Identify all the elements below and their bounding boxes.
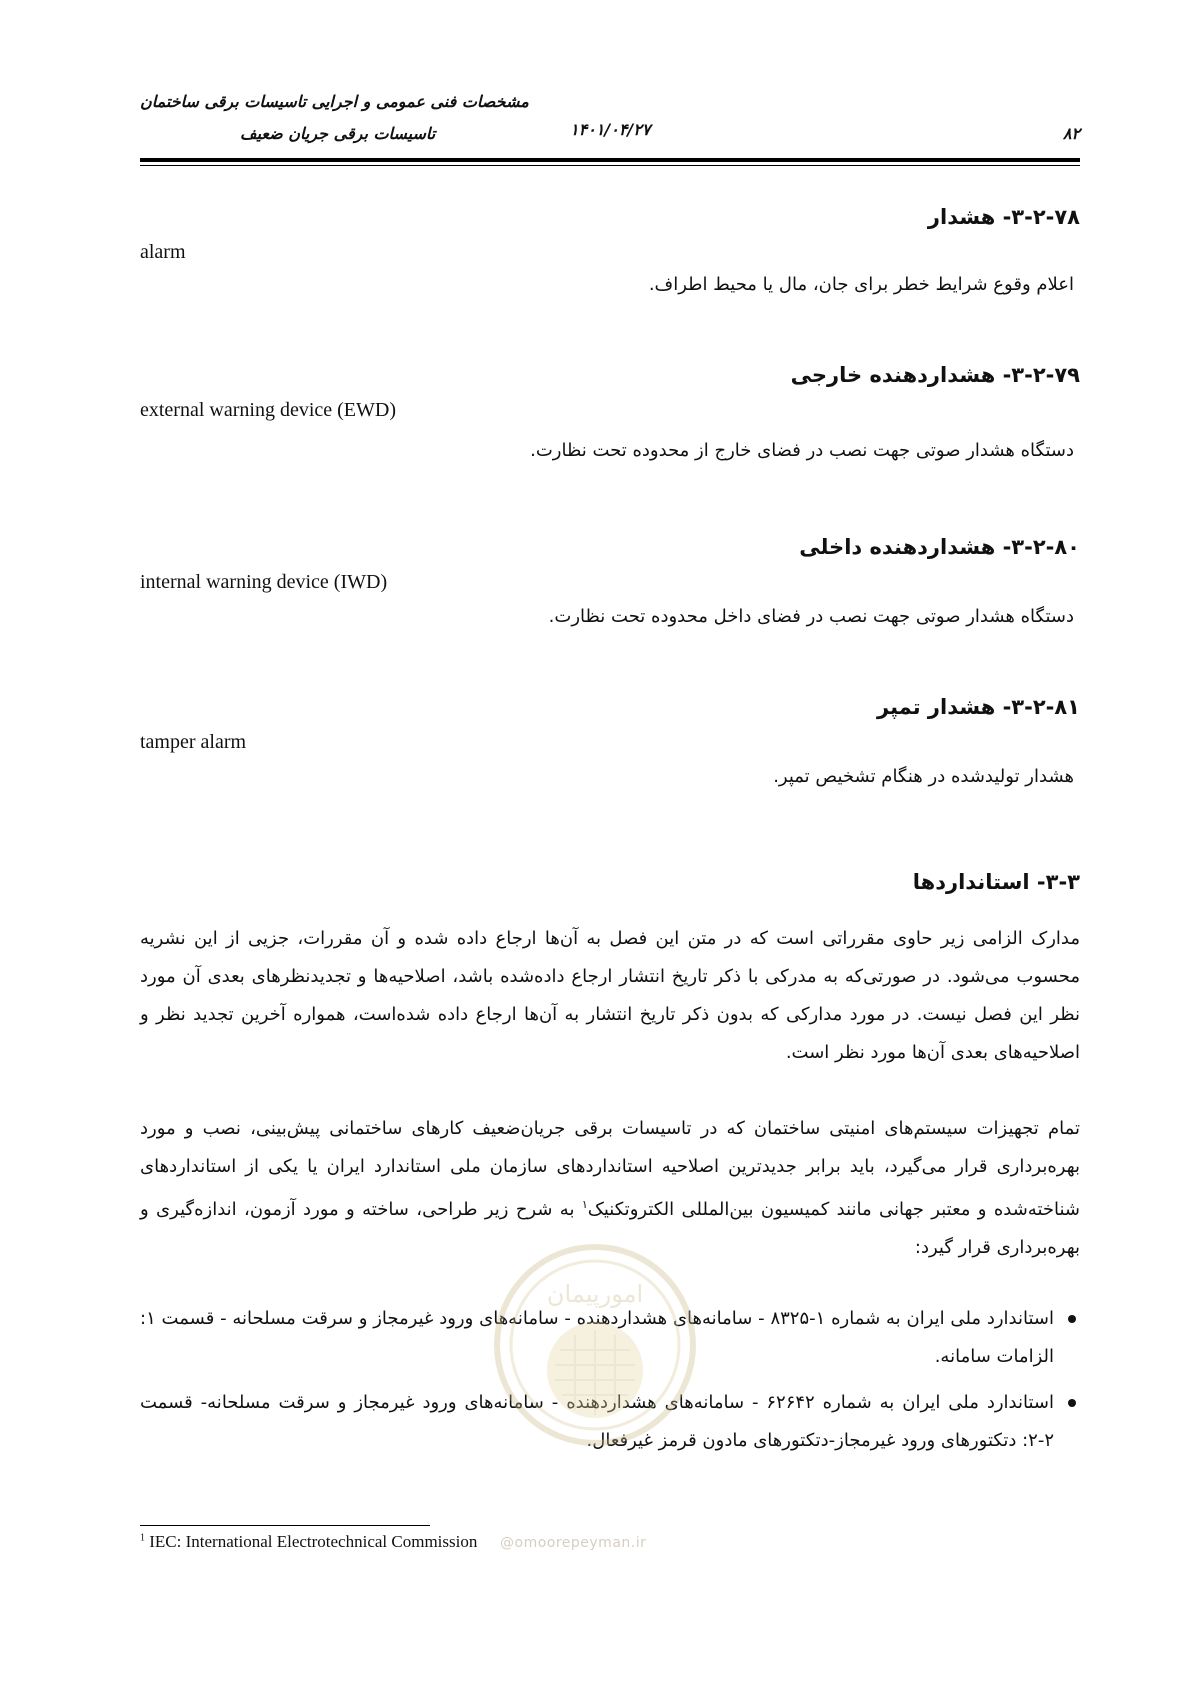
term-entry-78 — [140, 205, 1080, 295]
term-definition: هشدار تولیدشده در هنگام تشخیص تمپر. — [773, 766, 1074, 787]
term-title: ۳-۲-۷۹- هشداردهنده خارجی — [790, 363, 1080, 387]
footnote-marker: 1 — [140, 1532, 145, 1544]
list-item-text: استاندارد ملی ایران به شماره ۶۲۶۴۲ - سامانه‌های هشداردهنده - سامانه‌های ورود غیرمجاز و سرقت مسلحانه- قسمت ۲-۲: دتکتورهای ورود غیرمجاز-دتکتورهای مادون قرمز غیرفعال. — [140, 1392, 1054, 1451]
term-entry-79 — [140, 363, 1080, 461]
term-definition: دستگاه هشدار صوتی جهت نصب در فضای خارج از محدوده تحت نظارت. — [530, 440, 1074, 461]
bullet-icon — [1068, 1399, 1076, 1407]
watermark-logo-text: امورپیمان — [546, 1280, 644, 1308]
watermark-url: @omoorepeyman.ir — [500, 1535, 647, 1551]
header-rule-thin — [140, 165, 1080, 166]
list-item-text: استاندارد ملی ایران به شماره ۱-۸۳۲۵ - سامانه‌های هشداردهنده - سامانه‌های ورود غیرمجاز و سرقت مسلحانه - قسمت ۱: الزامات سامانه. — [140, 1308, 1055, 1367]
term-english: internal warning device (IWD) — [140, 571, 388, 593]
header-document-title: مشخصات فنی عمومی و اجرایی تاسیسات برقی ساختمان — [140, 92, 529, 111]
page-header — [140, 80, 1080, 180]
watermark-logo-icon — [490, 1240, 700, 1450]
footnote-text: IEC: International Electrotechnical Commission — [145, 1532, 478, 1551]
term-entry-81 — [140, 695, 1080, 787]
footnote-reference: ۱ — [581, 1198, 588, 1211]
footnote-rule — [140, 1525, 430, 1526]
header-page-number: ۸۲ — [1062, 124, 1080, 143]
term-english: alarm — [140, 241, 186, 263]
header-chapter-title: تاسیسات برقی جریان ضعیف — [240, 124, 436, 143]
header-date: ۱۴۰۱/۰۴/۲۷ — [570, 120, 651, 139]
section-paragraph-1: مدارک الزامی زیر حاوی مقرراتی است که در متن این فصل به آن‌ها ارجاع داده شده و آن مقررات، جزیی از این نشریه محسوب می‌شود. در صورتی‌که به مدرکی با ذکر تاریخ انتشار ارجاع داده‌شده باشد، اصلاحیه‌ها و تجدیدنظرهای بعدی آن مورد نظر این فصل نیست. در مورد مدارکی که بدون ذکر تاریخ انتشار به آن‌ها ارجاع داده شده‌است، همواره آخرین تجدید نظر و اصلاحیه‌های بعدی آن‌ها مورد نظر است. — [140, 928, 1080, 1063]
header-rule-thick — [140, 158, 1080, 162]
paragraph-text: به شرح زیر طراحی، ساخته و مورد آزمون، اندازه‌گیری و بهره‌برداری قرار گیرد: — [140, 1199, 1080, 1258]
term-title: ۳-۲-۸۱- هشدار تمپر — [877, 695, 1080, 719]
term-definition: دستگاه هشدار صوتی جهت نصب در فضای داخل محدوده تحت نظارت. — [548, 606, 1074, 627]
bullet-icon — [1068, 1315, 1076, 1323]
footnote — [140, 1532, 477, 1552]
section-title: ۳-۳- استانداردها — [912, 870, 1080, 894]
paragraph-text: تمام تجهیزات سیستم‌های امنیتی ساختمان که در تاسیسات برقی جریان‌ضعیف کارهای ساختمانی پیش‌بینی، نصب و مورد بهره‌برداری قرار می‌گیرد، باید برابر جدیدترین اصلاحیه استانداردهای سازمان ملی استاندارد ایران یا یکی از استانداردهای شناخته‌شده و معتبر جهانی مانند کمیسیون بین‌المللی الکتروتکنیک — [140, 1118, 1081, 1220]
term-entry-80 — [140, 535, 1080, 627]
term-english: tamper alarm — [140, 731, 247, 753]
term-title: ۳-۲-۸۰- هشداردهنده داخلی — [799, 535, 1080, 559]
term-title: ۳-۲-۷۸- هشدار — [927, 205, 1080, 229]
term-definition: اعلام وقوع شرایط خطر برای جان، مال یا محیط اطراف. — [648, 274, 1074, 295]
term-english: external warning device (EWD) — [140, 399, 396, 421]
